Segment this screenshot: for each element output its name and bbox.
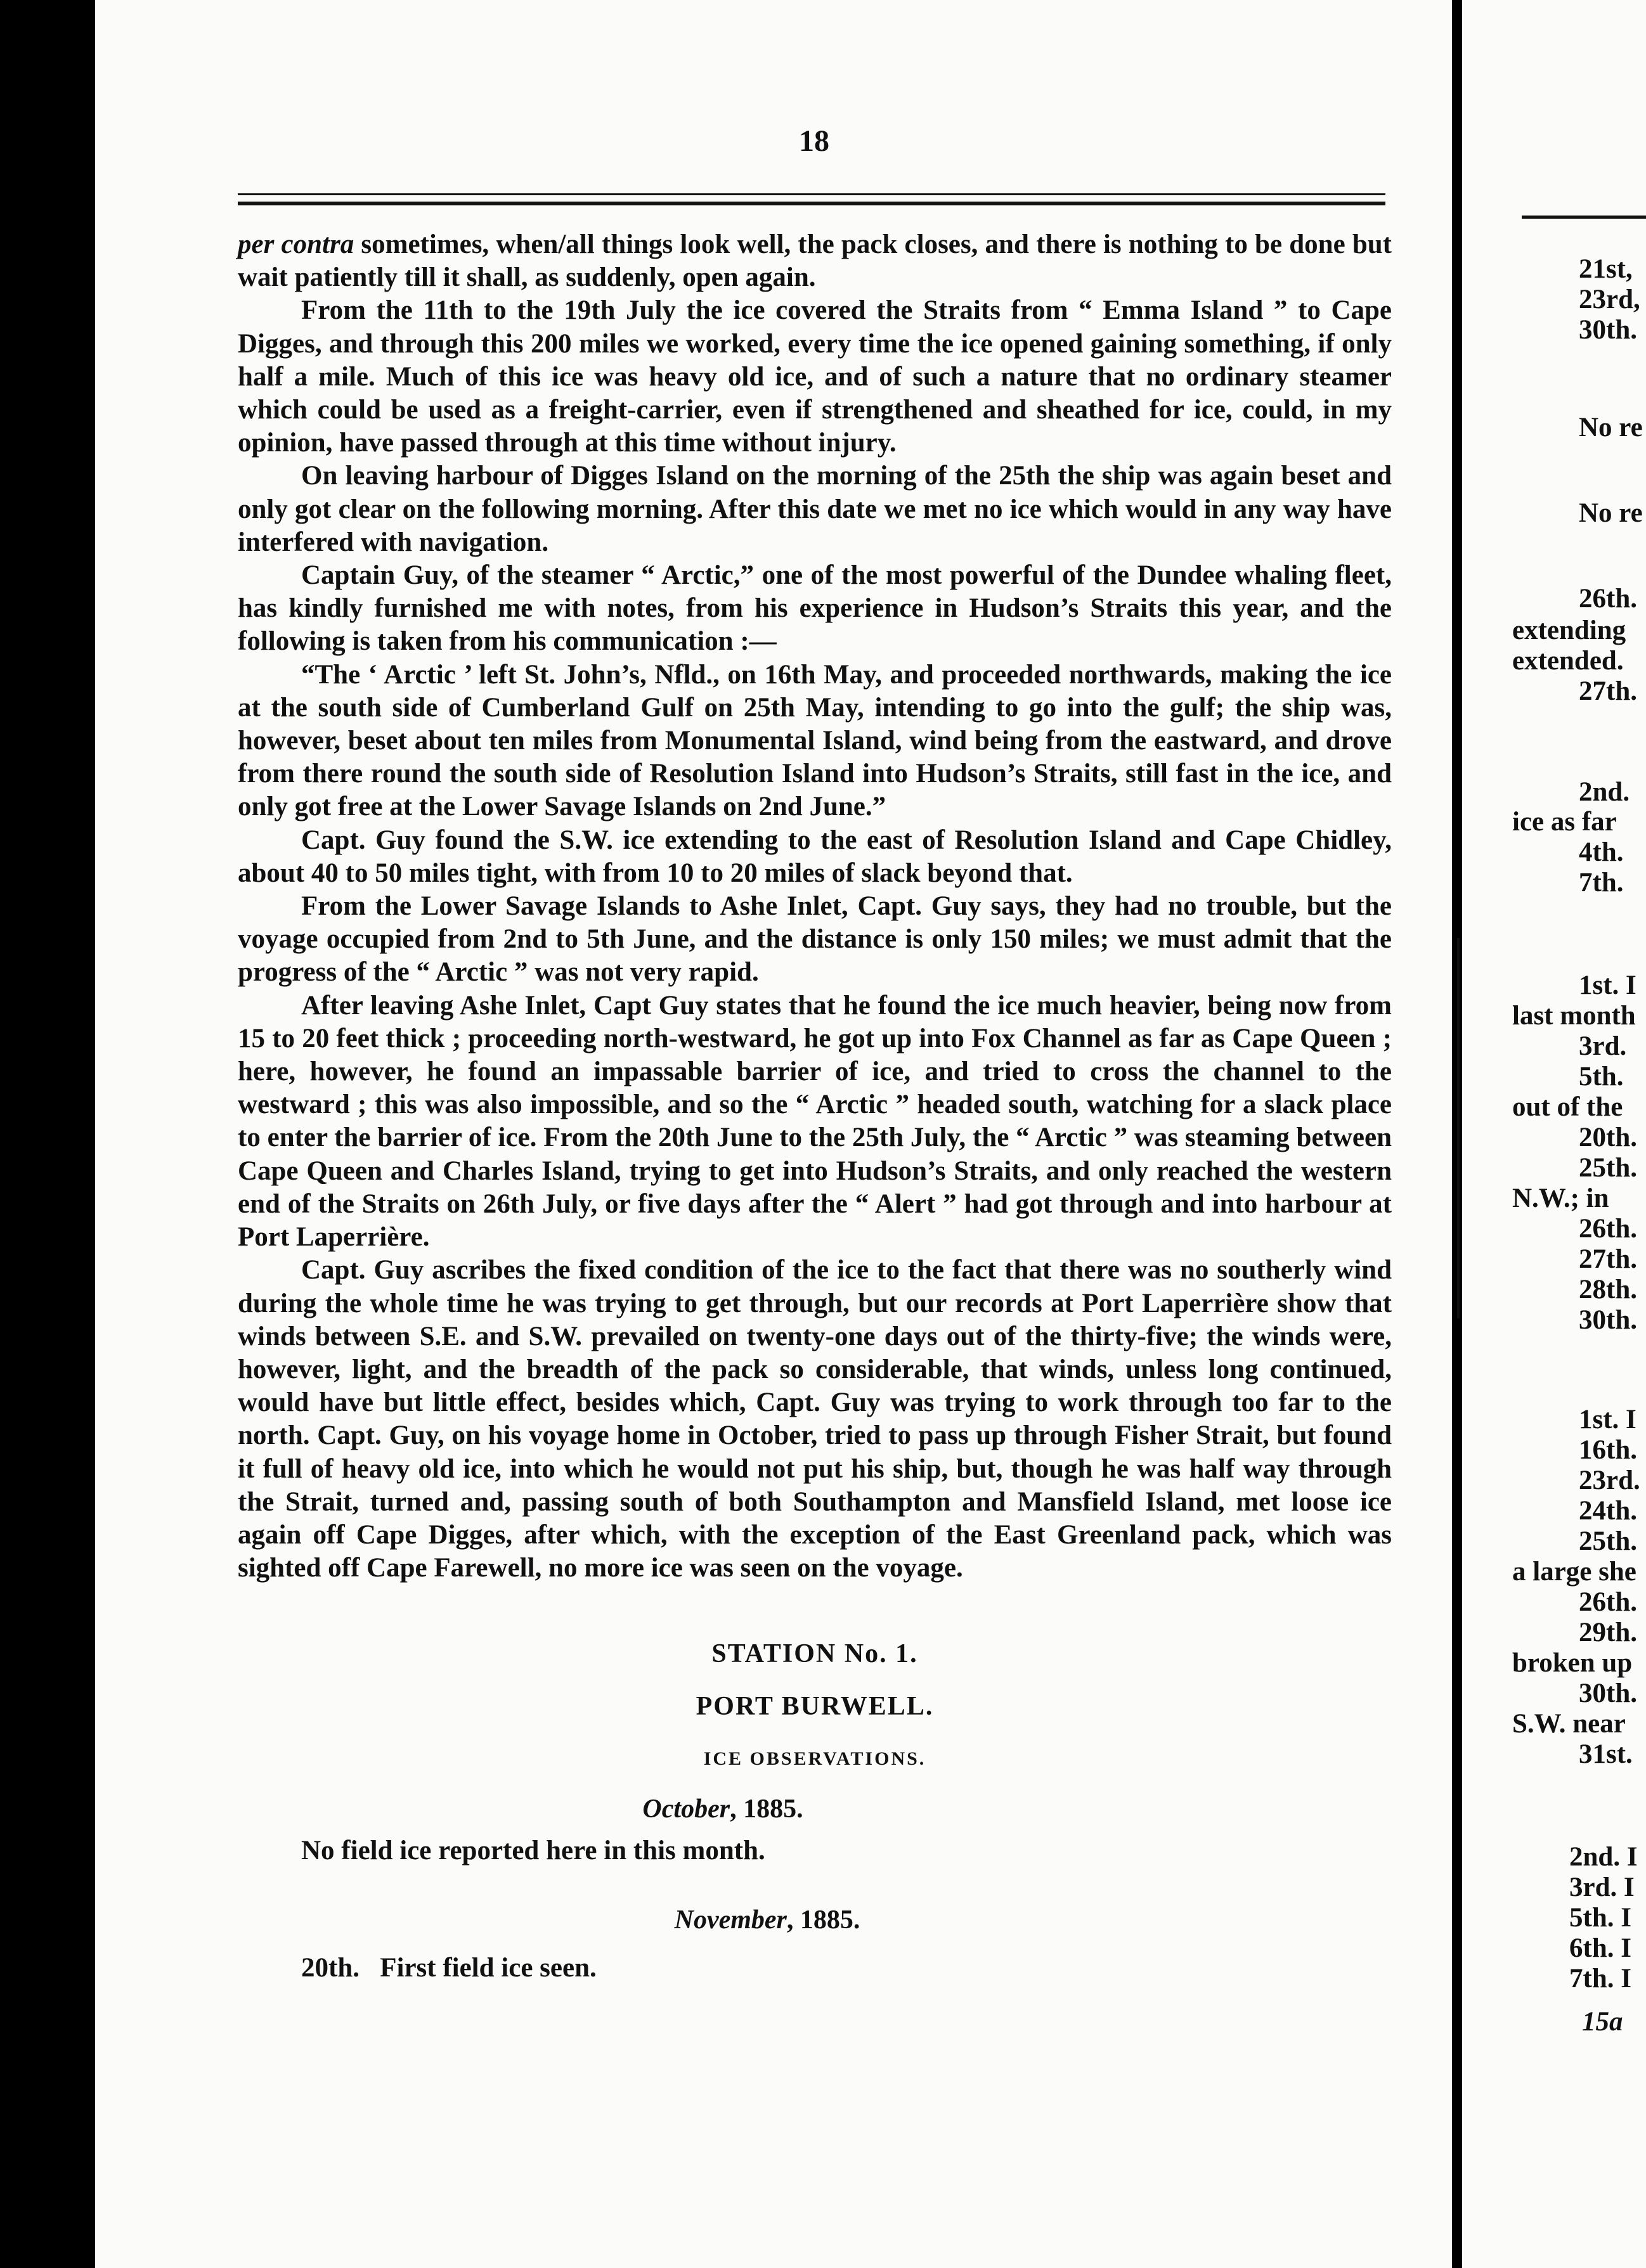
- month-name: October: [642, 1794, 730, 1824]
- right-page-line: 1st. I: [1579, 970, 1636, 1000]
- right-page-line: 7th.: [1579, 868, 1624, 898]
- right-page-line: 30th.: [1579, 315, 1637, 345]
- paragraph: From the 11th to the 19th July the ice covered the Straits from “ Emma Island ” to Cape Digges, and through this 200 miles we worked, every time the ice opened gaining something, if only half a mile. Much of this ice was heavy old ice, and of such a nature that no ordinary steamer which could be used as a freight-carrier, even if strengthened and sheathed for ice, could, in my opinion, have passed through at this time without injury.: [238, 295, 1392, 458]
- right-page-line: 23rd.: [1579, 1466, 1640, 1495]
- month-heading: [190, 1905, 1344, 1935]
- right-page-line: 29th.: [1579, 1618, 1637, 1647]
- right-page-line: 30th.: [1579, 1305, 1637, 1335]
- right-page-line: 2nd.: [1579, 777, 1630, 807]
- right-page-line: extending: [1512, 615, 1626, 645]
- paragraph: After leaving Ashe Inlet, Capt Guy states that he found the ice much heavier, being now from 15 to 20 feet thick ; proceeding north-westward, he got up into Fox Channel as far as Cape Queen ; here, however, he found an impassable barrier of ice, and tried to cross the channel to the westward ; this was also impossible, and so the “ Arctic ” headed south, watching for a slack place to enter the barrier of ice. From the 20th June to the 25th July, the “ Arctic ” was steaming between Cape Queen and Charles Island, trying to get into Hudson’s Straits, and only reached the western end of the Straits on 26th July, or five days after the “ Alert ” had got through and into harbour at Port Laperrière.: [238, 990, 1392, 1253]
- observation-note: 20th. First field ice seen.: [301, 1953, 597, 1983]
- italic-lead: per contra: [238, 229, 354, 259]
- right-page-line: 3rd.: [1579, 1031, 1627, 1061]
- right-page-line: [1582, 2006, 1623, 2037]
- right-page-line: a large she: [1512, 1557, 1636, 1587]
- right-page-line: 26th.: [1579, 584, 1637, 614]
- month-year: , 1885.: [786, 1905, 860, 1935]
- observation-note: No field ice reported here in this month.: [301, 1836, 765, 1865]
- right-page-line: 16th.: [1579, 1435, 1637, 1465]
- station-title: STATION No. 1.: [711, 1639, 918, 1668]
- right-page-brace: [1457, 938, 1460, 1318]
- right-page-rule: [1522, 216, 1646, 219]
- right-page-line: 1st. I: [1579, 1405, 1636, 1434]
- paragraph: “The ‘ Arctic ’ left St. John’s, Nfld., on 16th May, and proceeded northwards, making the ice at the south side of Cumberland Gulf on 25th May, intending to go into the gulf; the ship was, however, beset about ten miles from Monumental Island, wind being from the eastward, and drove from there round the south side of Resolution Island into Hudson’s Straits, still fast in the ice, and only got free at the Lower Savage Islands on 2nd June.”: [238, 659, 1392, 822]
- right-page-line: out of the: [1512, 1092, 1623, 1122]
- paragraph: On leaving harbour of Digges Island on the morning of the 25th the ship was again beset and only got clear on the following morning. After this date we met no ice which would in any way have interfered with navigation.: [238, 461, 1392, 557]
- right-page-line: 31st.: [1579, 1739, 1633, 1769]
- right-page-line: ice as far: [1512, 807, 1617, 837]
- page-signature: 15a: [1582, 2007, 1623, 2037]
- right-page-line: 21st,: [1579, 254, 1633, 284]
- right-page-line: 26th.: [1579, 1587, 1637, 1617]
- paragraph: Capt. Guy ascribes the fixed condition of the ice to the fact that there was no southerly wind during the whole time he was trying to get through, but our records at Port Laperrière show that winds between S.E. and S.W. prevailed on twenty-one days out of the thirty-five; the winds were, however, light, and the breadth of the pack so considerable, that winds, unless long continued, would have but little effect, besides which, Capt. Guy was trying to work through too far to the north. Capt. Guy, on his voyage home in October, tried to pass up through Fisher Strait, but found it full of heavy old ice, into which he would not put his ship, but, though he was half way through the Strait, turned and, passing south of both Southampton and Mansfield Island, met loose ice again off Cape Digges, after which, with the exception of the East Greenland pack, which was sighted off Cape Farewell, no more ice was seen on the voyage.: [238, 1255, 1392, 1583]
- right-page-line: 27th.: [1579, 1244, 1637, 1274]
- month-name: November: [674, 1905, 787, 1935]
- right-page-line: No re: [1579, 498, 1643, 528]
- right-page-line: 27th.: [1579, 676, 1637, 706]
- header-rule-thick: [238, 202, 1385, 205]
- right-page-line: 2nd. I: [1569, 1842, 1638, 1872]
- paragraph: [238, 228, 1392, 294]
- station-name: PORT BURWELL.: [696, 1692, 934, 1721]
- paragraph-text: sometimes, when/all things look well, the pack closes, and there is nothing to be done but wait patiently till it shall, as suddenly, open again.: [238, 229, 1392, 293]
- right-page-line: No re: [1579, 413, 1643, 442]
- right-page-line: last month: [1512, 1001, 1636, 1031]
- right-page-line: 30th.: [1579, 1678, 1637, 1708]
- right-page-line: 26th.: [1579, 1214, 1637, 1244]
- right-page-line: 20th.: [1579, 1123, 1637, 1152]
- right-page-line: 25th.: [1579, 1526, 1637, 1556]
- right-page-line: 3rd. I: [1569, 1872, 1635, 1902]
- page-number: 18: [799, 124, 829, 158]
- right-page-line: 4th.: [1579, 837, 1624, 867]
- right-page-line: broken up: [1512, 1648, 1633, 1678]
- right-page-line: 23rd,: [1579, 285, 1640, 314]
- right-page-line: 6th. I: [1569, 1933, 1631, 1963]
- right-page-line: N.W.; in: [1512, 1183, 1609, 1213]
- right-page-line: 28th.: [1579, 1275, 1637, 1305]
- paragraph: From the Lower Savage Islands to Ashe Inlet, Capt. Guy says, they had no trouble, but the voyage occupied from 2nd to 5th June, and the distance is only 150 miles; we must admit that the progress of the “ Arctic ” was not very rapid.: [238, 891, 1392, 988]
- right-page-line: 5th. I: [1569, 1903, 1631, 1933]
- observations-heading: ICE OBSERVATIONS.: [703, 1748, 926, 1769]
- right-page-line: extended.: [1512, 646, 1624, 676]
- right-page-line: S.W. near: [1512, 1709, 1626, 1739]
- body-text: [238, 228, 1392, 1585]
- right-page-line: 25th.: [1579, 1153, 1637, 1183]
- paragraph: Capt. Guy found the S.W. ice extending to the east of Resolution Island and Cape Chidley, about 40 to 50 miles tight, with from 10 to 20 miles of slack beyond that.: [238, 825, 1392, 888]
- right-page-line: 7th. I: [1569, 1964, 1631, 1994]
- month-heading: [146, 1794, 1300, 1824]
- right-page-line: 5th.: [1579, 1062, 1624, 1092]
- right-page-line: 24th.: [1579, 1496, 1637, 1526]
- paragraph: Captain Guy, of the steamer “ Arctic,” one of the most powerful of the Dundee whaling fleet, has kindly furnished me with notes, from his experience in Hudson’s Straits this year, and the following is taken from his communication :—: [238, 560, 1392, 657]
- month-year: , 1885.: [730, 1794, 803, 1824]
- header-rule: [238, 193, 1385, 195]
